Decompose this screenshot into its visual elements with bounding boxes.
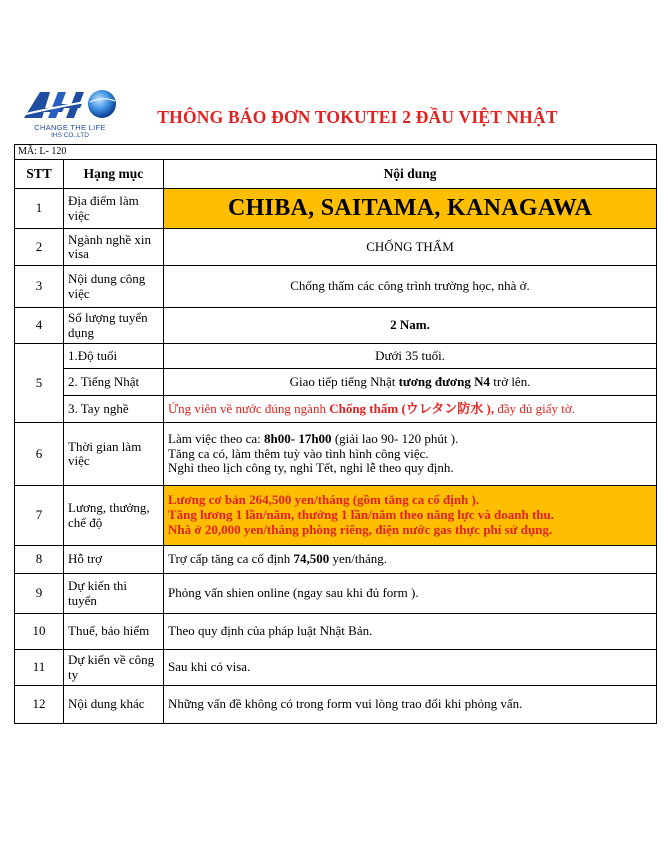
- row-number: 10: [15, 614, 64, 650]
- row-category: Hỗ trợ: [64, 546, 164, 574]
- row-number: 1: [15, 189, 64, 229]
- allowance-amount: 74,500: [293, 551, 330, 567]
- table-row: [15, 344, 657, 369]
- work-hours-break: (giải lao 90- 120 phút ).: [331, 430, 459, 446]
- holiday-line: Nghỉ theo lịch công ty, nghỉ Tết, nghỉ lễ theo quy định.: [168, 460, 454, 476]
- row-number: 11: [15, 650, 64, 686]
- row-number: 5: [15, 344, 64, 423]
- logo-company: IHS CO.,LTD: [51, 132, 89, 139]
- row-category: Lương, thưởng, chế độ: [64, 486, 164, 546]
- row-category: 1.Độ tuổi: [64, 344, 164, 369]
- row-category: Dự kiến thi tuyển: [64, 574, 164, 614]
- job-info-table: [14, 144, 657, 724]
- row-number: 12: [15, 686, 64, 724]
- row-content: [164, 486, 657, 546]
- skill-field: Chống thấm (ウレタン防水 ),: [329, 400, 495, 416]
- jp-level: tương đương N4: [398, 373, 490, 389]
- row-category: Địa điểm làm việc: [64, 189, 164, 229]
- work-hours-text: Làm việc theo ca:: [168, 430, 265, 446]
- row-content: Dưới 35 tuổi.: [164, 344, 657, 369]
- row-content: [164, 369, 657, 396]
- row-category: Dự kiến về công ty: [64, 650, 164, 686]
- table-row: [15, 650, 657, 686]
- work-hours-line: [168, 432, 652, 447]
- row-content: Những vấn đề không có trong form vui lòng trao đổi khi phỏng vấn.: [164, 686, 657, 724]
- allowance-text: Trợ cấp tăng ca cố định: [168, 551, 294, 567]
- salary-line: Lương cơ bản 264,500 yen/tháng (gồm tăng ca cố định ).: [168, 492, 480, 508]
- raise-bonus-line: Tăng lương 1 lần/năm, thưởng 1 lần/năm theo năng lực và doanh thu.: [168, 507, 555, 523]
- row-content: Sau khi có visa.: [164, 650, 657, 686]
- order-code: MÃ: L- 120: [15, 145, 657, 160]
- table-header-row: [15, 160, 657, 189]
- row-content: [164, 546, 657, 574]
- table-row: [15, 266, 657, 308]
- row-content: 2 Nam.: [164, 308, 657, 344]
- row-content: Chống thấm các công trình trường học, nhà ở.: [164, 266, 657, 308]
- row-content: Phỏng vấn shien online (ngay sau khi đủ form ).: [164, 574, 657, 614]
- table-row: [15, 486, 657, 546]
- row-number: 8: [15, 546, 64, 574]
- row-number: 7: [15, 486, 64, 546]
- logo-tagline: CHANGE THE LIFE: [34, 123, 106, 132]
- overtime-line: Tăng ca có, làm thêm tuỳ vào tình hình công việc.: [168, 445, 429, 461]
- allowance-unit: yen/tháng.: [329, 551, 388, 567]
- table-row: [15, 686, 657, 724]
- row-number: 3: [15, 266, 64, 308]
- row-number: 2: [15, 229, 64, 266]
- skill-text: Ứng viên về nước đúng ngành: [168, 400, 330, 416]
- row-content: Theo quy định của pháp luật Nhật Bản.: [164, 614, 657, 650]
- row-category: 2. Tiếng Nhật: [64, 369, 164, 396]
- table-row: [15, 546, 657, 574]
- work-hours-time: 8h00- 17h00: [264, 430, 332, 446]
- row-number: 4: [15, 308, 64, 344]
- row-category: 3. Tay nghề: [64, 396, 164, 423]
- row-category: Số lượng tuyển dụng: [64, 308, 164, 344]
- header-stt: STT: [15, 160, 64, 189]
- header-category: Hạng mục: [64, 160, 164, 189]
- ahi-logo-icon: [20, 86, 120, 126]
- table-row: [15, 145, 657, 160]
- table-row: [15, 308, 657, 344]
- company-logo: [20, 86, 120, 142]
- row-number: 9: [15, 574, 64, 614]
- table-row: [15, 229, 657, 266]
- row-content: [164, 396, 657, 423]
- table-row: [15, 614, 657, 650]
- row-content: [164, 189, 657, 229]
- row-category: Ngành nghề xin visa: [64, 229, 164, 266]
- work-location: CHIBA, SAITAMA, KANAGAWA: [227, 194, 593, 221]
- row-content: CHỐNG THẤM: [164, 229, 657, 266]
- housing-line: Nhà ở 20,000 yen/tháng phòng riêng, điện nước gas thực phí sử dụng.: [168, 521, 553, 537]
- row-number: 6: [15, 423, 64, 486]
- row-content: [164, 423, 657, 486]
- table-row: [15, 574, 657, 614]
- row-category: Thuế, bảo hiểm: [64, 614, 164, 650]
- row-category: Nội dung công việc: [64, 266, 164, 308]
- table-row: [15, 369, 657, 396]
- page-title: THÔNG BÁO ĐƠN TOKUTEI 2 ĐẦU VIỆT NHẬT: [157, 107, 558, 127]
- row-category: Nội dung khác: [64, 686, 164, 724]
- table-row: [15, 423, 657, 486]
- jp-text: Giao tiếp tiếng Nhật: [289, 373, 399, 389]
- row-category: Thời gian làm việc: [64, 423, 164, 486]
- skill-text-end: đầy đủ giấy tờ.: [494, 400, 575, 416]
- table-row: [15, 189, 657, 229]
- jp-text-end: trở lên.: [490, 373, 531, 389]
- table-row: [15, 396, 657, 423]
- header-content: Nội dung: [164, 160, 657, 189]
